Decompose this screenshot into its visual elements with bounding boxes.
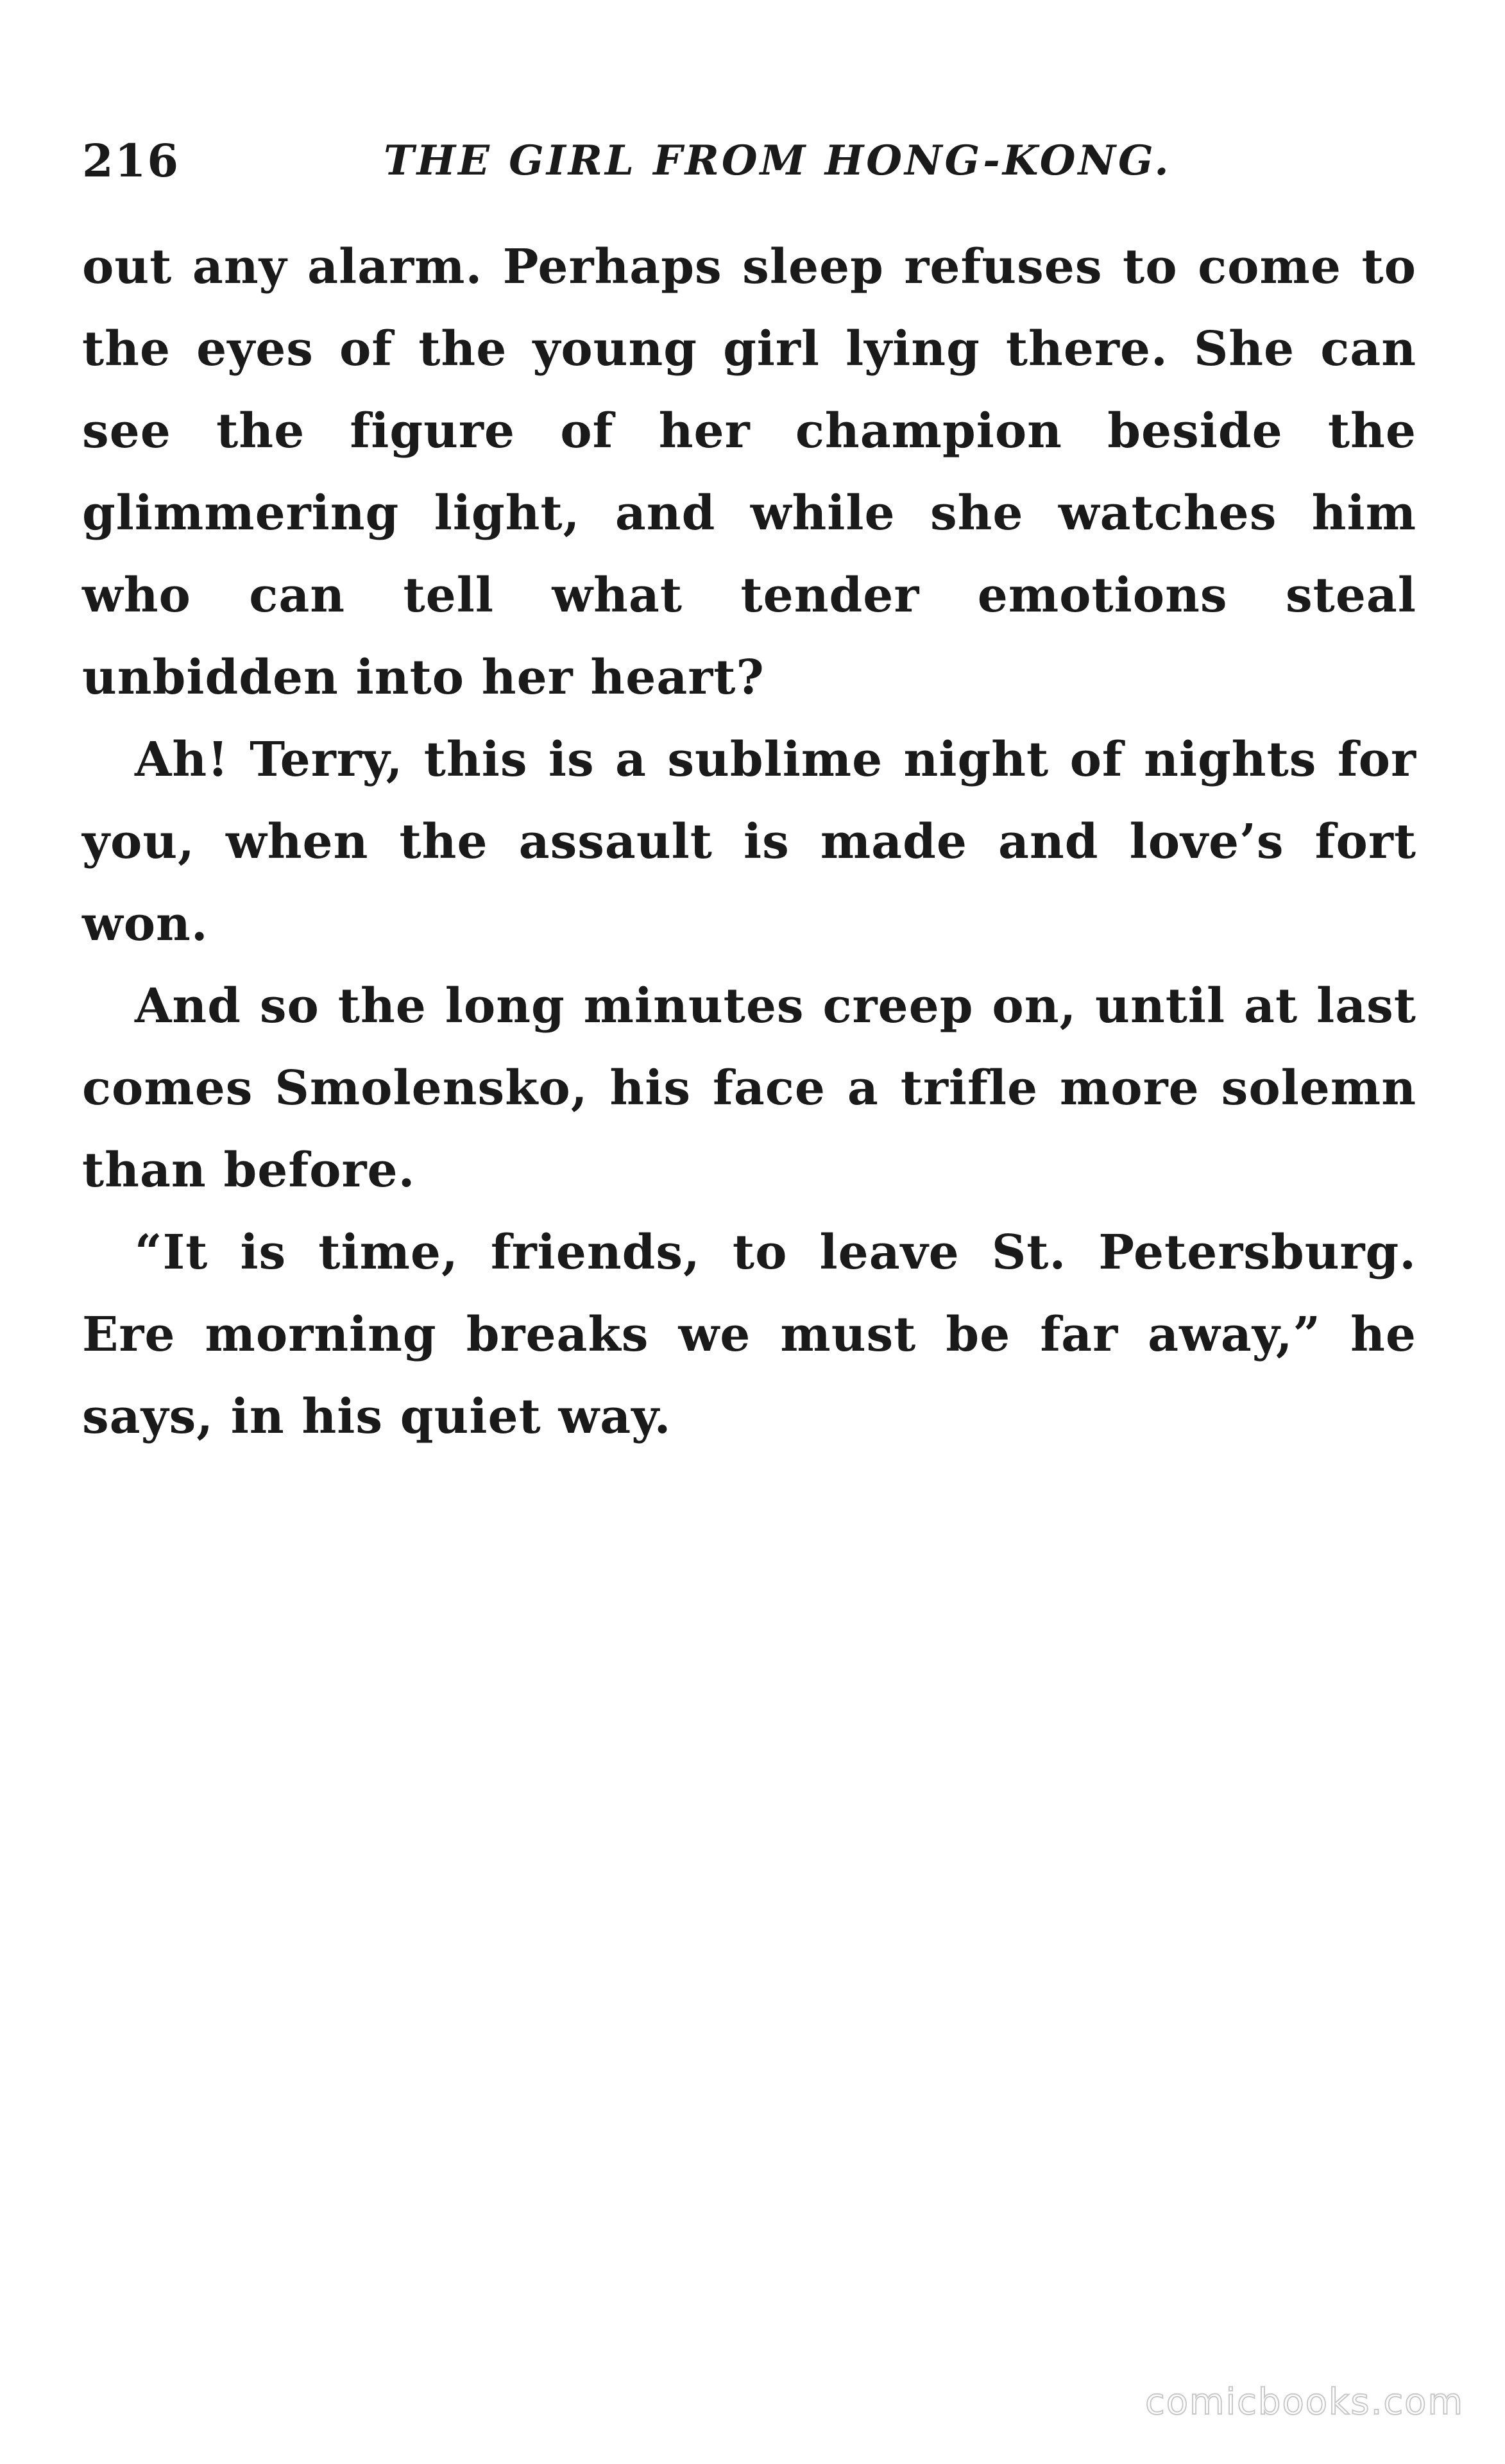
page-header [82, 126, 1416, 196]
body-text [82, 226, 1416, 1458]
site-watermark: comicbooks.com [1144, 2381, 1464, 2423]
paragraph: out any alarm. Perhaps sleep refuses to come to the eyes of the young girl lying there. She can see the figure of her champion beside the glimmering light, and while she watches him who can tell what tender emotions steal unbidden into her heart? [82, 239, 1416, 705]
running-title: THE GIRL FROM HONG-KONG. [384, 137, 1171, 185]
paragraph: And so the long minutes creep on, until at last comes Smolensko, his face a trifle more solemn than before. [82, 979, 1416, 1198]
paragraph: “It is time, friends, to leave St. Petersburg. Ere morning breaks we must be far away,” he says, in his quiet way. [82, 1225, 1416, 1444]
paragraph: Ah! Terry, this is a sublime night of nights for you, when the assault is made and love’s fort won. [82, 732, 1416, 952]
page-number: 216 [82, 134, 180, 187]
